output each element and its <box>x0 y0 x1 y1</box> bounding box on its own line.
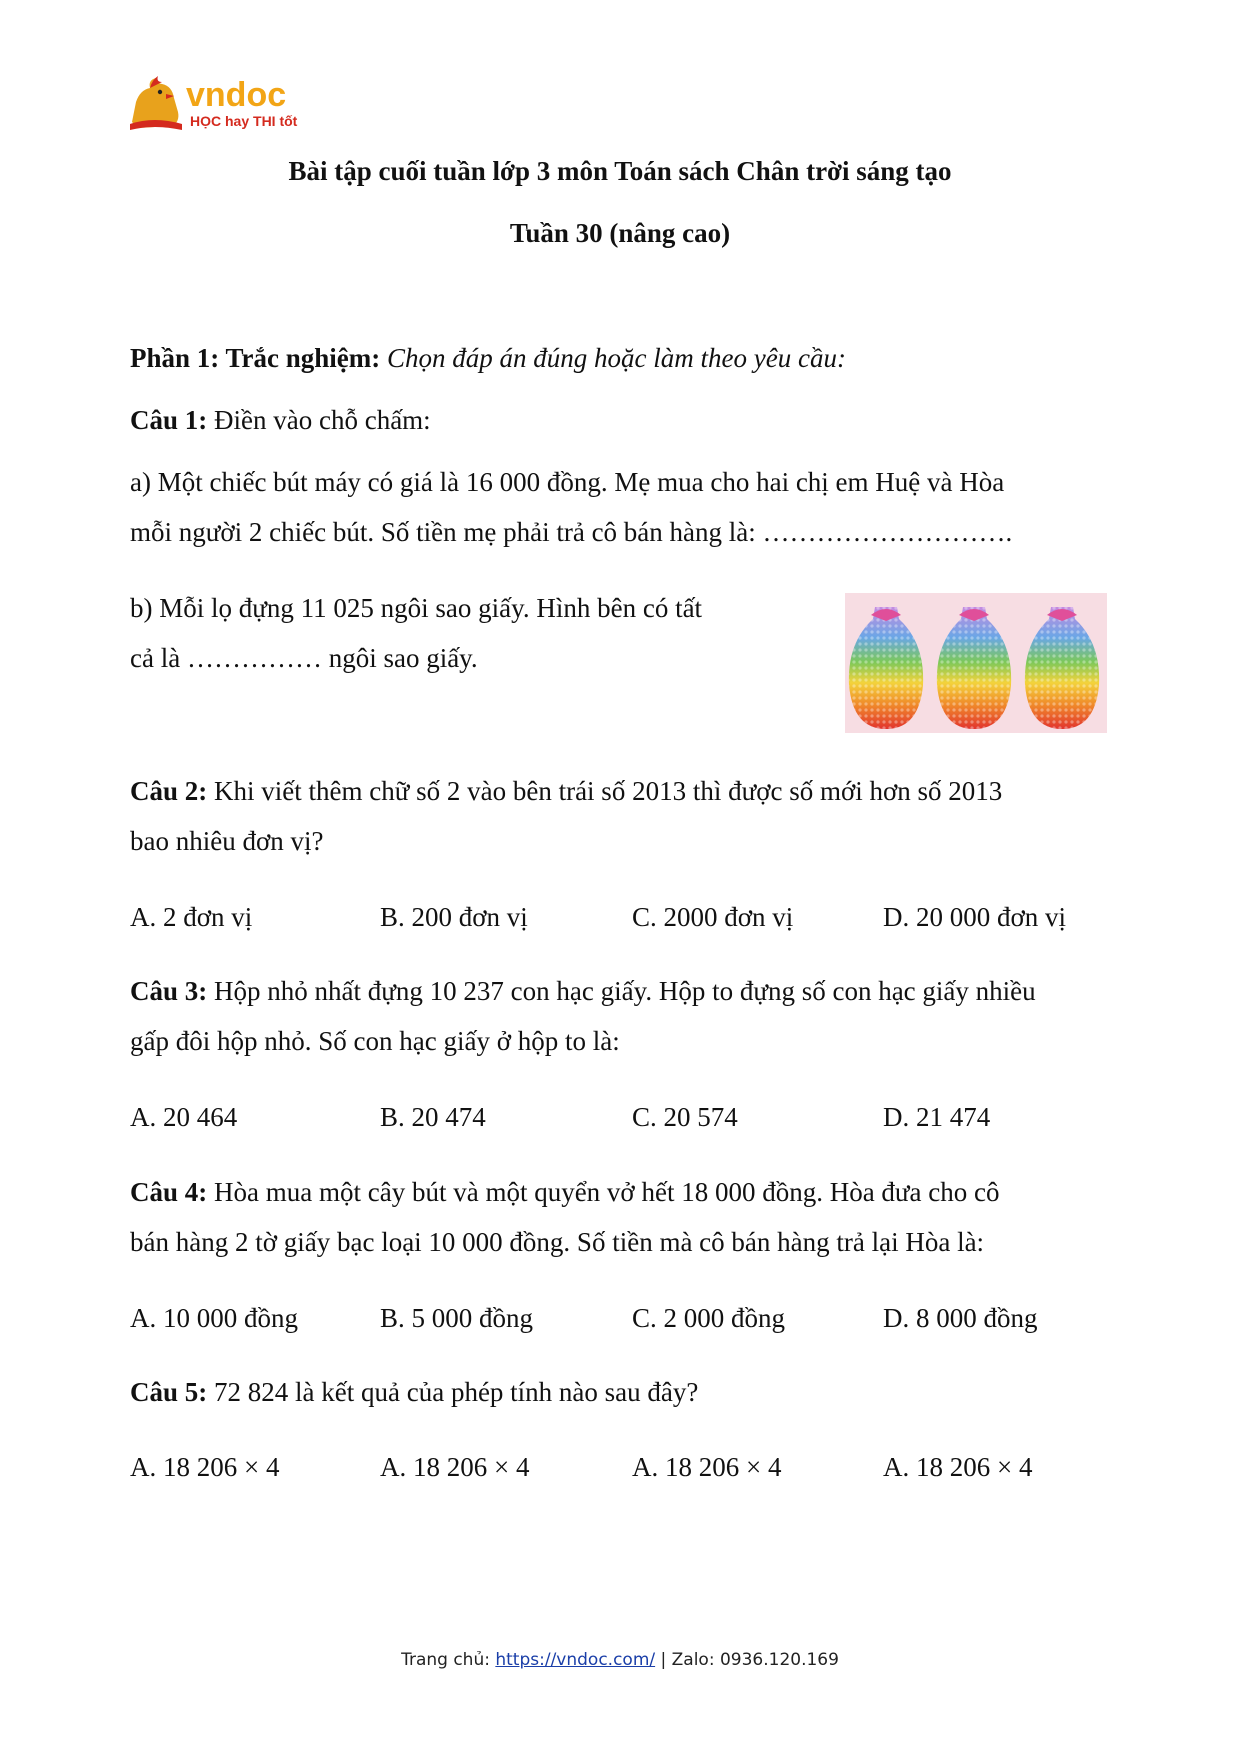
q1b-line2: cả là …………… ngôi sao giấy. <box>130 643 478 673</box>
footer-contact: | Zalo: 0936.120.169 <box>655 1650 839 1670</box>
q5-text: 72 824 là kết quả của phép tính nào sau đây? <box>214 1377 699 1407</box>
q4-option-d: D. 8 000 đồng <box>883 1303 1038 1333</box>
q3-option-a: A. 20 464 <box>130 1102 238 1132</box>
q3-line1 <box>130 976 1036 1007</box>
q3-option-b: B. 20 474 <box>380 1102 486 1132</box>
q2-label: Câu 2: <box>130 776 208 806</box>
q4-option-b: B. 5 000 đồng <box>380 1303 534 1333</box>
q5-option-2: A. 18 206 × 4 <box>380 1452 530 1482</box>
footer-prefix: Trang chủ: <box>401 1650 496 1670</box>
part1-label: Phần 1: Trắc nghiệm: <box>130 343 381 373</box>
q2-text: Khi viết thêm chữ số 2 vào bên trái số 2013 thì được số mới hơn số 2013 <box>214 776 1003 806</box>
q2-option-a: A. 2 đơn vị <box>130 902 253 932</box>
q2-line1 <box>130 776 1002 807</box>
q3-text: Hộp nhỏ nhất đựng 10 237 con hạc giấy. Hộp to đựng số con hạc giấy nhiều <box>214 976 1036 1006</box>
q1a-line1: a) Một chiếc bút máy có giá là 16 000 đồng. Mẹ mua cho hai chị em Huệ và Hòa <box>130 467 1005 497</box>
q1-heading <box>130 405 431 436</box>
q1a-line2: mỗi người 2 chiếc bút. Số tiền mẹ phải trả cô bán hàng là: ………………………. <box>130 517 1013 547</box>
q4-text: Hòa mua một cây bút và một quyển vở hết 18 000 đồng. Hòa đưa cho cô <box>214 1177 1000 1207</box>
q4-label: Câu 4: <box>130 1177 208 1207</box>
q5-label: Câu 5: <box>130 1377 208 1407</box>
q2-option-c: C. 2000 đơn vị <box>632 902 794 932</box>
q2-option-b: B. 200 đơn vị <box>380 902 528 932</box>
q5-line1 <box>130 1377 698 1408</box>
q3-label: Câu 3: <box>130 976 208 1006</box>
q4-line2: bán hàng 2 tờ giấy bạc loại 10 000 đồng. Số tiền mà cô bán hàng trả lại Hòa là: <box>130 1227 985 1257</box>
vndoc-logo <box>128 72 328 134</box>
page-title: Bài tập cuối tuần lớp 3 môn Toán sách Chân trời sáng tạo <box>288 156 952 186</box>
q4-option-a: A. 10 000 đồng <box>130 1303 298 1333</box>
star-jars-image <box>845 593 1107 733</box>
q2-line2: bao nhiêu đơn vị? <box>130 826 324 856</box>
q1-label: Câu 1: <box>130 405 208 435</box>
q1b-line1: b) Mỗi lọ đựng 11 025 ngôi sao giấy. Hình bên có tất <box>130 593 703 623</box>
part1-instruction: Chọn đáp án đúng hoặc làm theo yêu cầu: <box>387 343 846 373</box>
q4-option-c: C. 2 000 đồng <box>632 1303 786 1333</box>
rooster-icon <box>130 76 182 130</box>
homepage-link[interactable]: https://vndoc.com/ <box>495 1650 656 1670</box>
q3-line2: gấp đôi hộp nhỏ. Số con hạc giấy ở hộp to là: <box>130 1026 620 1056</box>
page-footer <box>0 1650 1240 1670</box>
q3-option-c: C. 20 574 <box>632 1102 738 1132</box>
q4-line1 <box>130 1177 1000 1208</box>
q5-option-3: A. 18 206 × 4 <box>632 1452 782 1482</box>
svg-text:vndoc: vndoc <box>186 76 287 114</box>
part1-heading <box>130 343 846 374</box>
svg-text:HỌC hay THI tốt: HỌC hay THI tốt <box>190 113 298 129</box>
q2-option-d: D. 20 000 đơn vị <box>883 902 1067 932</box>
page-subtitle: Tuần 30 (nâng cao) <box>509 218 731 248</box>
q1-text: Điền vào chỗ chấm: <box>214 405 431 435</box>
q5-option-1: A. 18 206 × 4 <box>130 1452 280 1482</box>
q5-option-4: A. 18 206 × 4 <box>883 1452 1033 1482</box>
q3-option-d: D. 21 474 <box>883 1102 991 1132</box>
